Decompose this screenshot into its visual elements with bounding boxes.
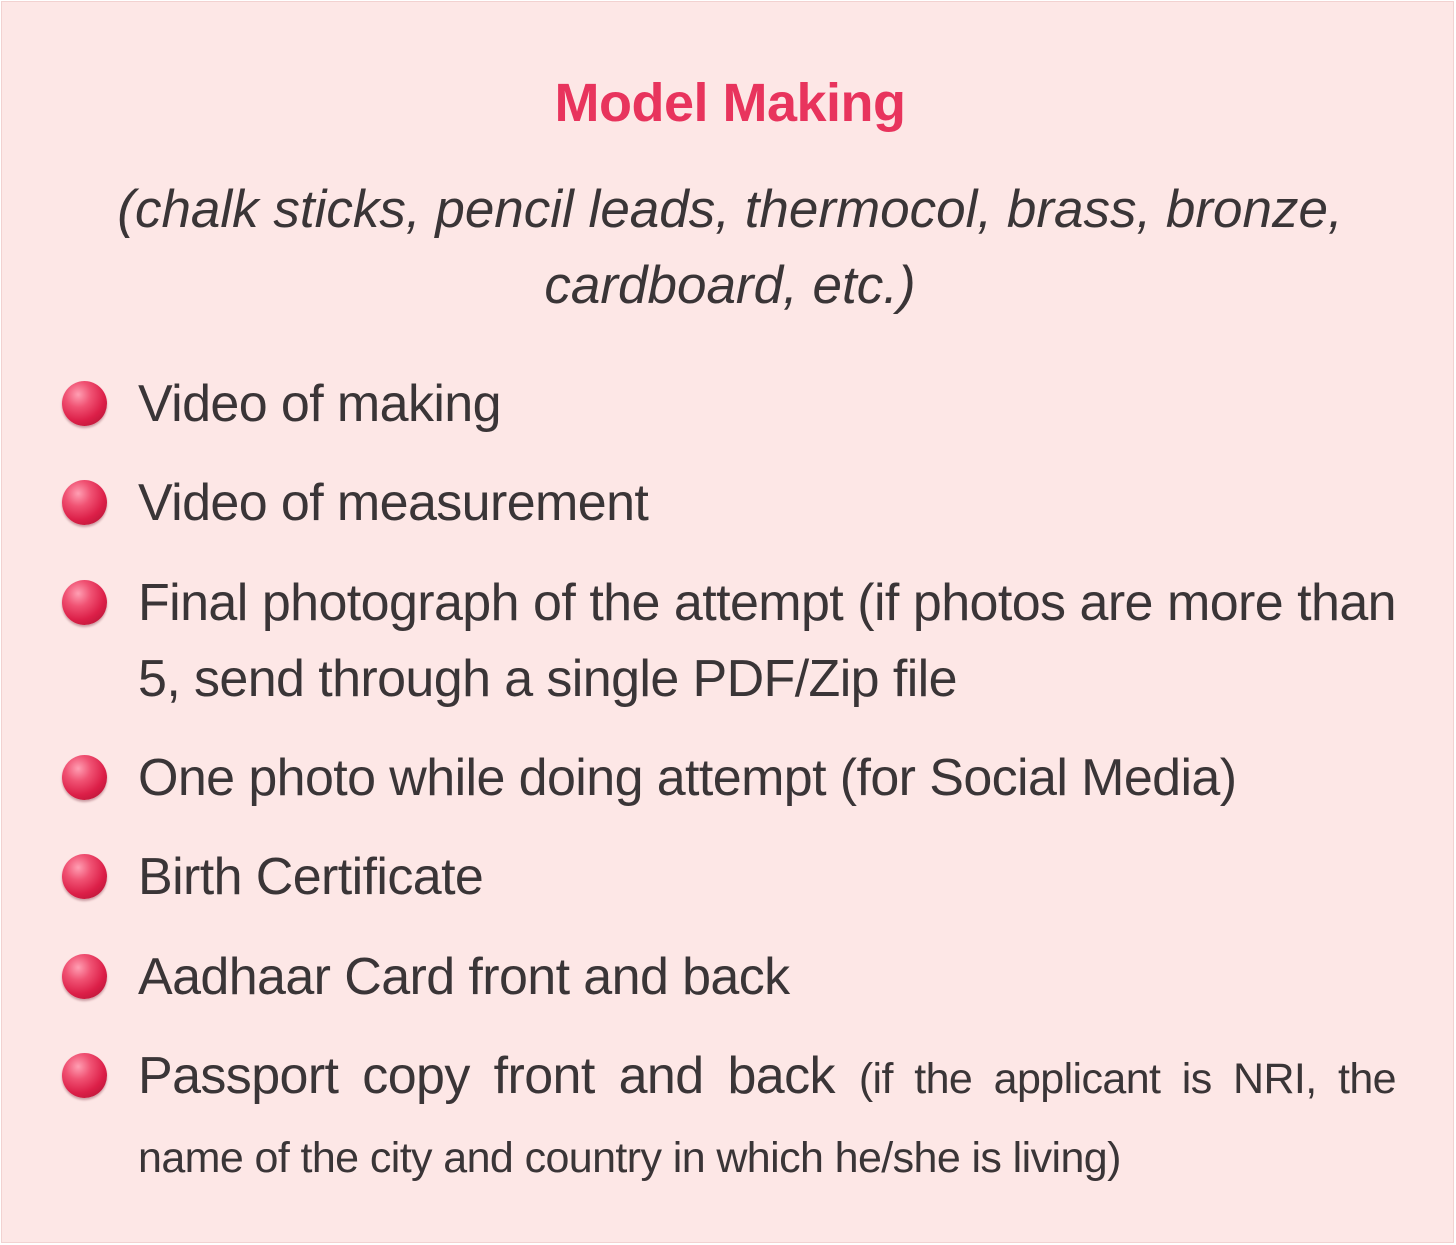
list-item-final-photograph: Final photograph of the attempt (if photos are more than 5, send through a single PDF/Zip file bbox=[138, 574, 1396, 708]
materials-subtitle: (chalk sticks, pencil leads, thermocol, brass, bronze, cardboard, etc.) bbox=[117, 180, 1343, 315]
bullet-icon bbox=[62, 854, 107, 899]
bullet-icon bbox=[62, 381, 107, 426]
bullet-icon bbox=[62, 480, 107, 525]
passport-copy-note: (if the applicant is NRI, the name of the city and country in which he/she is living) bbox=[138, 1055, 1396, 1182]
bullet-icon bbox=[62, 755, 107, 800]
list-item-video-of-making: Video of making bbox=[138, 375, 501, 433]
bullet-icon bbox=[62, 1053, 107, 1098]
list-item-passport-copy bbox=[138, 1038, 1396, 1196]
list-item-aadhaar-card: Aadhaar Card front and back bbox=[138, 948, 790, 1006]
passport-copy-label: Passport copy front and back bbox=[138, 1047, 835, 1105]
section-title: Model Making bbox=[554, 73, 906, 133]
list-item-video-of-measurement: Video of measurement bbox=[138, 474, 649, 532]
model-making-card bbox=[1, 1, 1454, 1243]
list-item-social-media-photo: One photo while doing attempt (for Social Media) bbox=[138, 749, 1237, 807]
bullet-icon bbox=[62, 580, 107, 625]
bullet-icon bbox=[62, 954, 107, 999]
list-item-birth-certificate: Birth Certificate bbox=[138, 848, 484, 906]
